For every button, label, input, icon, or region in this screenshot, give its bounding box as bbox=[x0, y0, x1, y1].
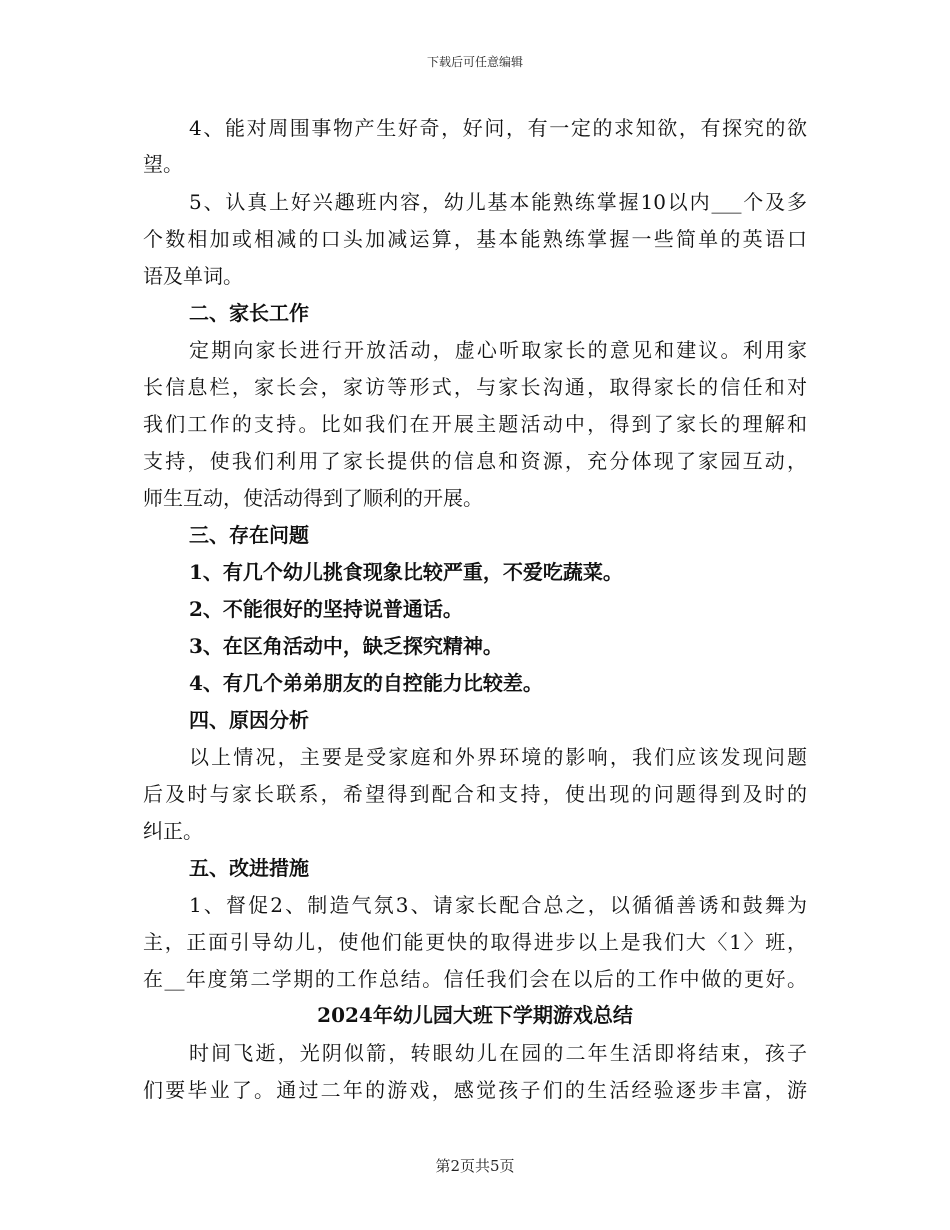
section-heading: 三、存在问题 bbox=[189, 523, 309, 547]
text-line: 4、能对周围事物产生好奇，好问，有一定的求知欲，有探究的欲 bbox=[189, 116, 807, 140]
text-line: 1、督促2、制造气氛3、请家长配合总之，以循循善诱和鼓舞为 bbox=[189, 893, 807, 917]
section-heading: 五、改进措施 bbox=[189, 856, 309, 880]
text-line: 纠正。 bbox=[143, 819, 203, 843]
text-line: 后及时与家长联系，希望得到配合和支持，使出现的问题得到及时的 bbox=[143, 782, 807, 806]
text-line: 5、认真上好兴趣班内容，幼儿基本能熟练掌握10以内___个及多 bbox=[189, 190, 807, 214]
text-line: 以上情况，主要是受家庭和外界环境的影响，我们应该发现问题 bbox=[189, 745, 807, 769]
text-line: 们要毕业了。通过二年的游戏，感觉孩子们的生活经验逐步丰富，游 bbox=[143, 1078, 807, 1102]
text-line: 支持，使我们利用了家长提供的信息和资源，充分体现了家园互动， bbox=[143, 449, 807, 473]
page-footer: 第2页共5页 bbox=[435, 1157, 515, 1175]
text-line: 我们工作的支持。比如我们在开展主题活动中，得到了家长的理解和 bbox=[143, 412, 807, 436]
problem-item: 1、有几个幼儿挑食现象比较严重，不爱吃蔬菜。 bbox=[189, 560, 623, 584]
text-line: 在__年度第二学期的工作总结。信任我们会在以后的工作中做的更好。 bbox=[143, 967, 807, 991]
text-line: 主，正面引导幼儿，使他们能更快的取得进步以上是我们大〈1〉班， bbox=[143, 930, 807, 954]
section-heading: 二、家长工作 bbox=[189, 301, 309, 325]
text-line: 定期向家长进行开放活动，虚心听取家长的意见和建议。利用家 bbox=[189, 338, 807, 362]
text-line: 长信息栏，家长会，家访等形式，与家长沟通，取得家长的信任和对 bbox=[143, 375, 807, 399]
problem-item: 4、有几个弟弟朋友的自控能力比较差。 bbox=[189, 671, 543, 695]
header-note: 下载后可任意编辑 bbox=[426, 55, 523, 69]
text-line: 语及单词。 bbox=[143, 264, 243, 288]
text-line: 个数相加或相减的口头加减运算，基本能熟练掌握一些简单的英语口 bbox=[143, 227, 807, 251]
problem-item: 3、在区角活动中，缺乏探究精神。 bbox=[189, 634, 503, 658]
text-line: 时间飞逝，光阴似箭，转眼幼儿在园的二年生活即将结束，孩子 bbox=[189, 1041, 807, 1065]
text-line: 望。 bbox=[143, 152, 183, 176]
problem-item: 2、不能很好的坚持说普通话。 bbox=[189, 597, 463, 621]
text-line: 师生互动，使活动得到了顺利的开展。 bbox=[143, 486, 483, 510]
document-title: 2024年幼儿园大班下学期游戏总结 bbox=[317, 1003, 633, 1027]
section-heading: 四、原因分析 bbox=[189, 708, 309, 732]
